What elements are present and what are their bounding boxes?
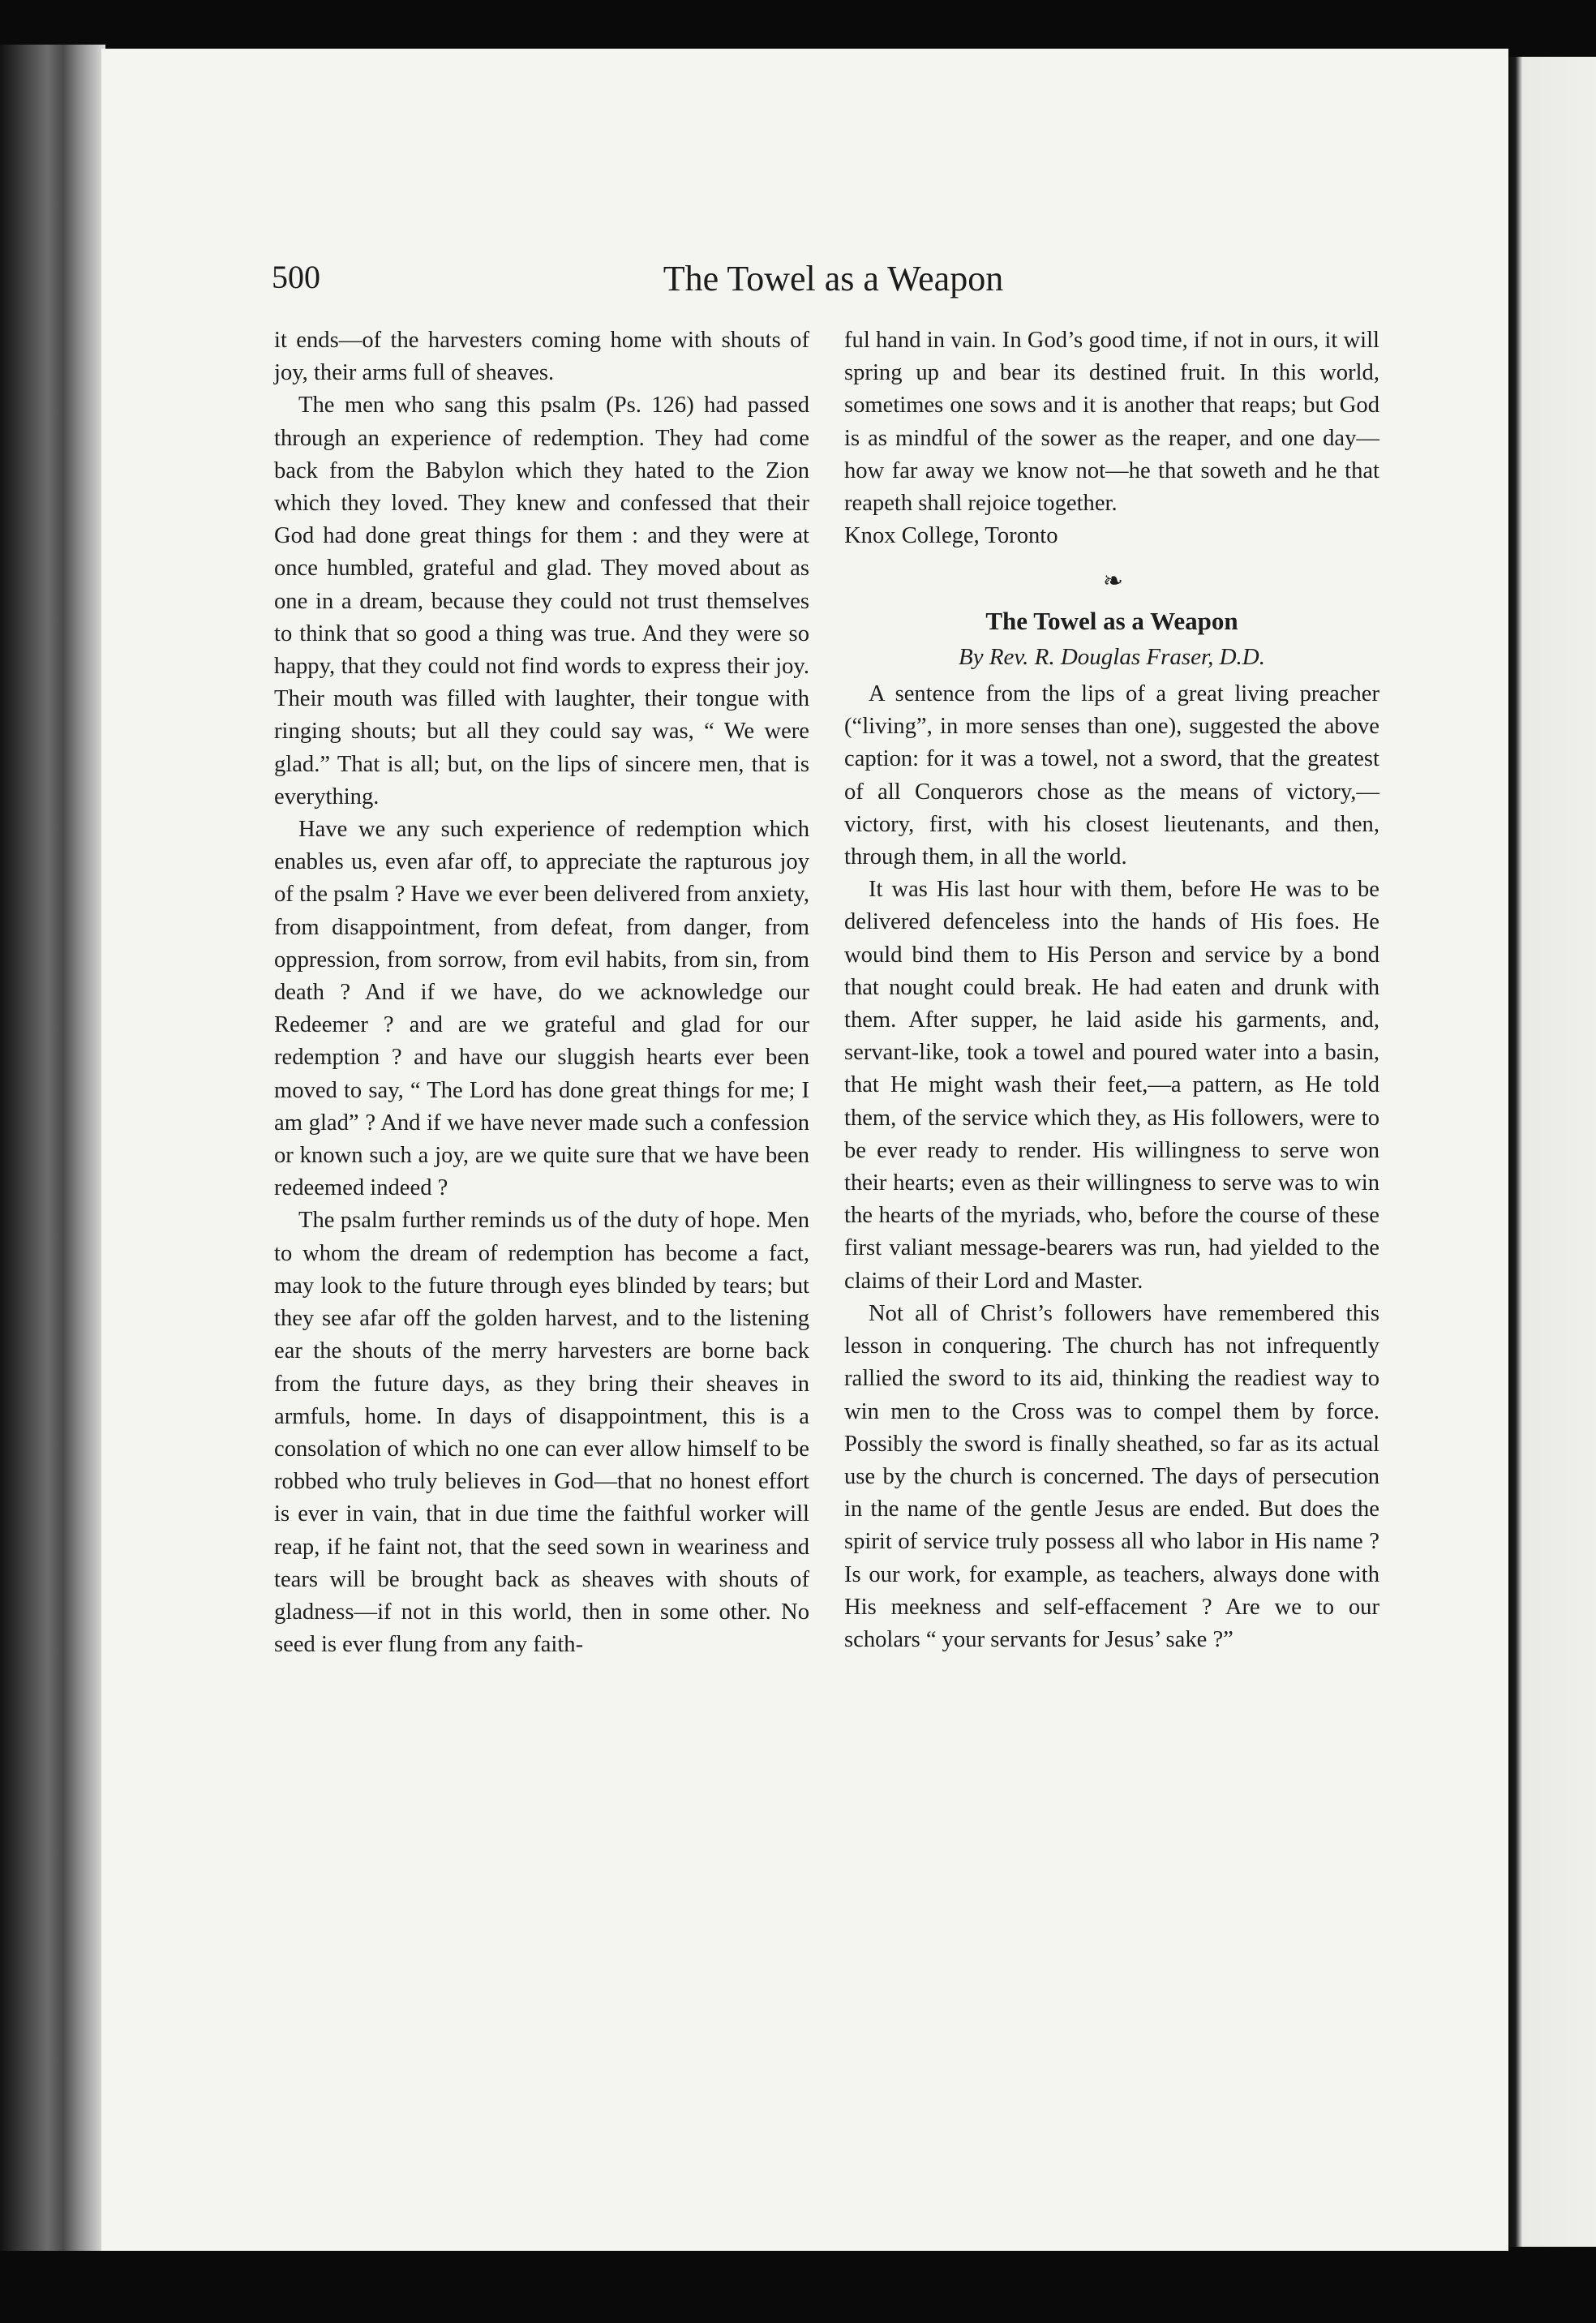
signoff-location: Knox College, Toronto — [844, 523, 1058, 549]
left-paragraph-3: Have we any such experience of redemption which enables us, even afar off, to appreciate the rapturous joy of the psalm ? Have we ever been delivered from anxiety, from disappointment, from defeat, from danger, from oppression, from sorrow, from evil habits, from sin, from death ? And if we have, do we acknowledge our Redeemer ? and are we grateful and glad for our redemption ? and have our sluggish hearts ever been moved to say, “ The Lord has done great things for me; I am glad” ? And if we have never made such a confession or known such a joy, are we quite sure that we have been redeemed indeed ? — [274, 817, 809, 1201]
right-column — [844, 324, 1379, 1656]
fleuron-ornament: ❧ — [1102, 568, 1122, 595]
left-column — [274, 324, 809, 1661]
book-binding — [0, 45, 105, 2251]
page-number: 500 — [272, 259, 320, 295]
running-title: The Towel as a Weapon — [663, 259, 1004, 298]
article-paragraph-2: It was His last hour with them, before He was to be delivered defenceless into the hands of His foes. He would bind them to His Person and service by a bond that nought could break. He had eaten and drunk with them. After supper, he laid aside his garments, and, servant-like, took a towel and poured water into a basin, that He might wash their feet,—a pattern, as He told them, of the service which they, as His followers, were to be ever ready to render. His willingness to serve won their hearts; even as their willingness to serve was to win the hearts of the myriads, who, before the course of these first valiant message-bearers was run, had yielded to the claims of their Lord and Master. — [844, 877, 1379, 1294]
article-title: The Towel as a Weapon — [985, 606, 1238, 635]
page-header — [272, 258, 1395, 307]
right-continuation-paragraph: ful hand in vain. In God’s good time, if not in ours, it will spring up and bear its destined fruit. In this world, sometimes one sows and it is another that reaps; but God is as mindful of the sower as the reaper, and one day—how far away we know not—he that soweth and he that reapeth shall rejoice together. — [844, 328, 1379, 517]
facing-page-edge — [1508, 57, 1596, 2247]
article-paragraph-3: Not all of Christ’s followers have remembered this lesson in conquering. The church has not infrequently rallied the sword to its aid, thinking the readiest way to win men to the Cross was to compel them by force. Possibly the sword is finally sheathed, so far as its actual use by the church is concerned. The days of persecution in the name of the gentle Jesus are ended. But does the spirit of service truly possess all who labor in His name ? Is our work, for example, as teachers, always done with His meekness and self-effacement ? Are we to our scholars “ your servants for Jesus’ sake ?” — [844, 1300, 1379, 1652]
article-byline: By Rev. R. Douglas Fraser, D.D. — [958, 643, 1265, 670]
left-paragraph-2: The men who sang this psalm (Ps. 126) had passed through an experience of redemption. They had come back from the Babylon which they hated to the Zion which they loved. They knew and confessed that their God had done great things for them : and they were at once humbled, grateful and glad. They moved about as one in a dream, because they could not trust themselves to think that so good a thing was true. And they were so happy, that they could not find words to express their joy. Their mouth was filled with laughter, their tongue with ringing shouts; but all they could say was, “ We were glad.” That is all; but, on the lips of sincere men, that is everything. — [274, 393, 809, 809]
article-paragraph-1: A sentence from the lips of a great living preacher (“living”, in more senses than one), suggested the above caption: for it was a towel, not a sword, that the greatest of all Conquerors chose as the means of victory,—victory, first, with his closest lieutenants, and then, through them, in all the world. — [844, 681, 1379, 870]
left-paragraph-1: it ends—of the harvesters coming home with shouts of joy, their arms full of sheaves. — [274, 328, 809, 386]
left-paragraph-4: The psalm further reminds us of the duty of hope. Men to whom the dream of redemption has become a fact, may look to the future through eyes blinded by tears; but they see afar off the golden harvest, and to the listening ear the shouts of the merry harvesters are borne back from the future days, as they bring their sheaves in armfuls, home. In days of disappointment, this is a consolation of which no one can ever allow himself to be robbed who truly believes in God—that no honest effort is ever in vain, that in due time the faithful worker will reap, if he faint not, that the seed sown in weariness and tears will be brought back as sheaves with shouts of gladness—if not in this world, then in some other. No seed is ever flung from any faith- — [274, 1208, 809, 1658]
